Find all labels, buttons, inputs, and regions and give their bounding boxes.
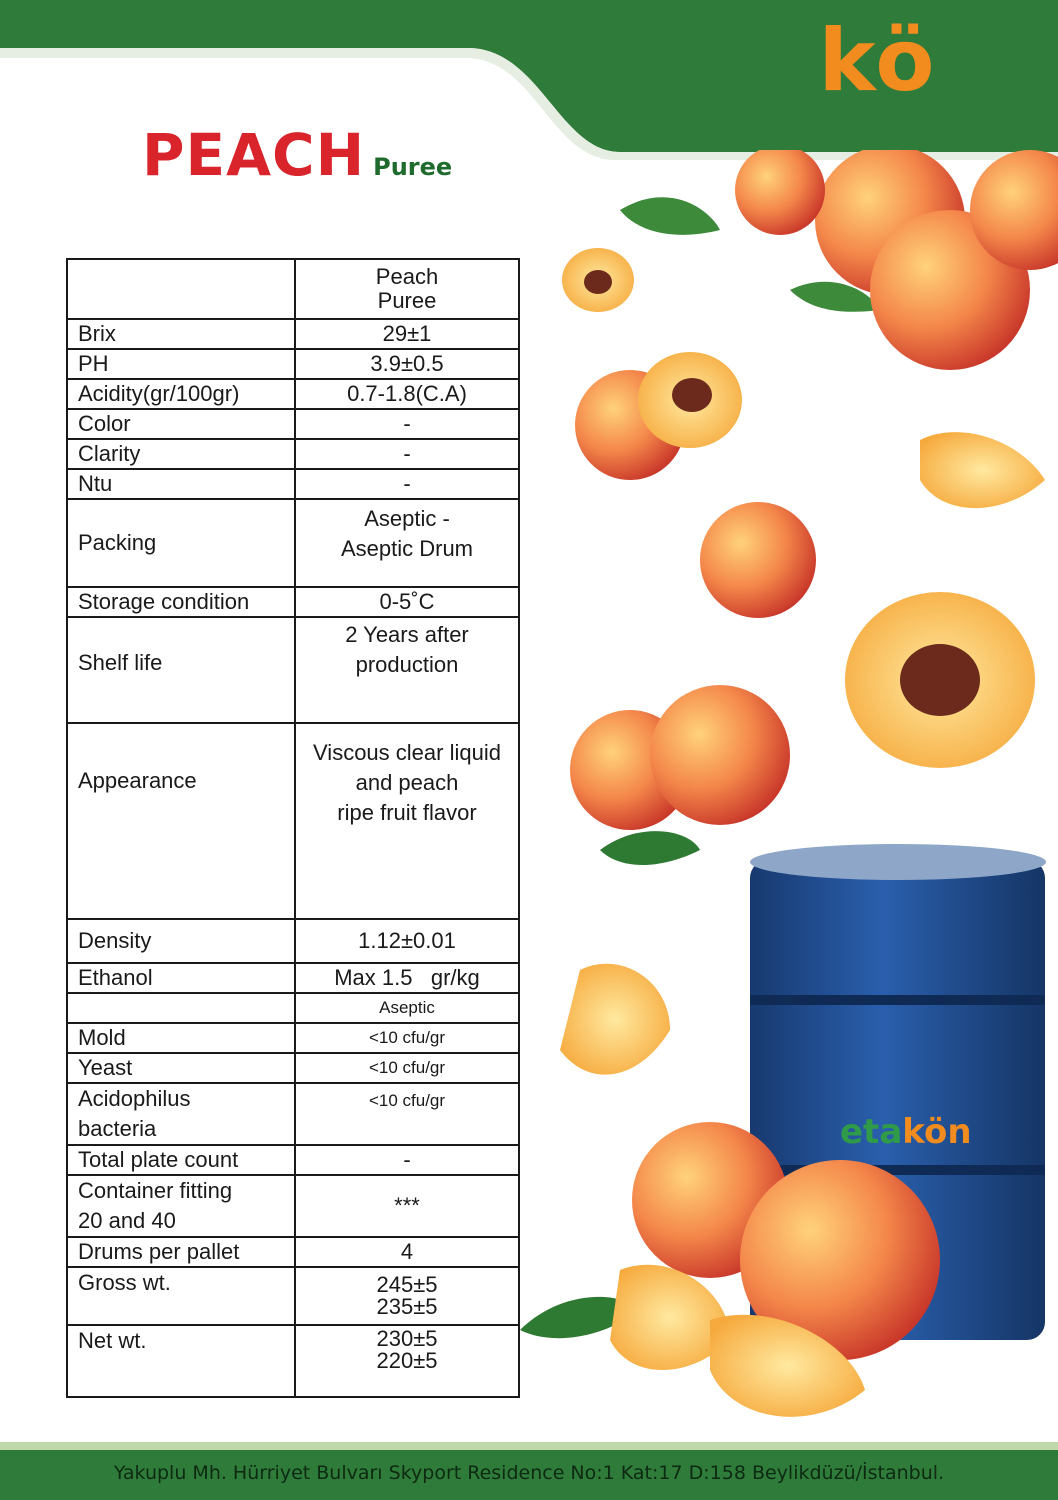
- table-row: [67, 1267, 519, 1325]
- row-value: <10 cfu/gr: [295, 1053, 519, 1083]
- row-key: PH: [67, 349, 295, 379]
- table-row: [67, 409, 519, 439]
- row-value: 230±5 220±5: [295, 1325, 519, 1397]
- row-key: Shelf life: [67, 617, 295, 723]
- brand-logo: [655, 11, 1000, 111]
- product-type: Puree: [373, 153, 453, 181]
- table-row: [67, 379, 519, 409]
- row-key: Container fitting 20 and 40: [67, 1175, 295, 1237]
- table-row: [67, 723, 519, 919]
- table-row: [67, 1175, 519, 1237]
- row-value: 0.7-1.8(C.A): [295, 379, 519, 409]
- row-value: Aseptic: [295, 993, 519, 1023]
- row-key: Net wt.: [67, 1325, 295, 1397]
- row-value: Viscous clear liquid and peach ripe fruit flavor: [295, 723, 519, 919]
- header-product-line-2: Puree: [377, 288, 437, 313]
- footer-stripe: [0, 1442, 1058, 1450]
- row-key: Brix: [67, 319, 295, 349]
- spec-table: [66, 258, 520, 1398]
- row-value: -: [295, 1145, 519, 1175]
- table-row: [67, 499, 519, 587]
- drum-logo-accent: kön: [902, 1112, 972, 1152]
- row-value: 2 Years after production: [295, 617, 519, 723]
- table-header-key: [67, 259, 295, 319]
- product-illustration: [520, 150, 1058, 1440]
- logo-part-n: n: [936, 11, 1000, 111]
- row-key: Ntu: [67, 469, 295, 499]
- row-value: -: [295, 439, 519, 469]
- table-row: [67, 1053, 519, 1083]
- table-row: [67, 1325, 519, 1397]
- row-key: Appearance: [67, 723, 295, 919]
- row-value: -: [295, 409, 519, 439]
- product-name: PEACH: [142, 121, 366, 189]
- table-header-row: [67, 259, 519, 319]
- row-value: ***: [295, 1175, 519, 1237]
- row-value: -: [295, 469, 519, 499]
- logo-part-k: k: [818, 11, 876, 111]
- table-row: [67, 1237, 519, 1267]
- table-row: [67, 1083, 519, 1145]
- row-key: Ethanol: [67, 963, 295, 993]
- row-value: Max 1.5 gr/kg: [295, 963, 519, 993]
- row-value: 1.12±0.01: [295, 919, 519, 963]
- table-row: [67, 1145, 519, 1175]
- table-row: [67, 469, 519, 499]
- table-row: [67, 617, 519, 723]
- row-value: 245±5 235±5: [295, 1267, 519, 1325]
- table-row: [67, 993, 519, 1023]
- row-value: 4: [295, 1237, 519, 1267]
- drum-logo: [840, 1112, 972, 1152]
- table-row: [67, 439, 519, 469]
- row-key: Acidophilus bacteria: [67, 1083, 295, 1145]
- row-value: <10 cfu/gr: [295, 1023, 519, 1053]
- row-key: Packing: [67, 499, 295, 587]
- row-key: Storage condition: [67, 587, 295, 617]
- table-row: [67, 587, 519, 617]
- row-value: <10 cfu/gr: [295, 1083, 519, 1145]
- row-value: Aseptic - Aseptic Drum: [295, 499, 519, 587]
- row-key: Density: [67, 919, 295, 963]
- row-key: Color: [67, 409, 295, 439]
- table-row: [67, 963, 519, 993]
- product-title: [142, 121, 453, 189]
- footer-address: Yakuplu Mh. Hürriyet Bulvarı Skyport Residence No:1 Kat:17 D:158 Beylikdüzü/İstanbul.: [113, 1462, 945, 1484]
- table-header-product: [295, 259, 519, 319]
- table-row: [67, 1023, 519, 1053]
- row-key: Mold: [67, 1023, 295, 1053]
- row-key: Gross wt.: [67, 1267, 295, 1325]
- table-row: [67, 319, 519, 349]
- row-value: 0-5˚C: [295, 587, 519, 617]
- row-key: Drums per pallet: [67, 1237, 295, 1267]
- row-key: Yeast: [67, 1053, 295, 1083]
- table-row: [67, 349, 519, 379]
- header-product-line: Peach: [375, 264, 439, 289]
- logo-part: eta: [655, 11, 819, 111]
- row-key: Total plate count: [67, 1145, 295, 1175]
- row-key: Acidity(gr/100gr): [67, 379, 295, 409]
- logo-part-o: ö: [875, 11, 937, 111]
- row-value: 3.9±0.5: [295, 349, 519, 379]
- row-value: 29±1: [295, 319, 519, 349]
- row-key: Clarity: [67, 439, 295, 469]
- table-row: [67, 919, 519, 963]
- row-key: [67, 993, 295, 1023]
- drum-logo-part: eta: [840, 1112, 903, 1152]
